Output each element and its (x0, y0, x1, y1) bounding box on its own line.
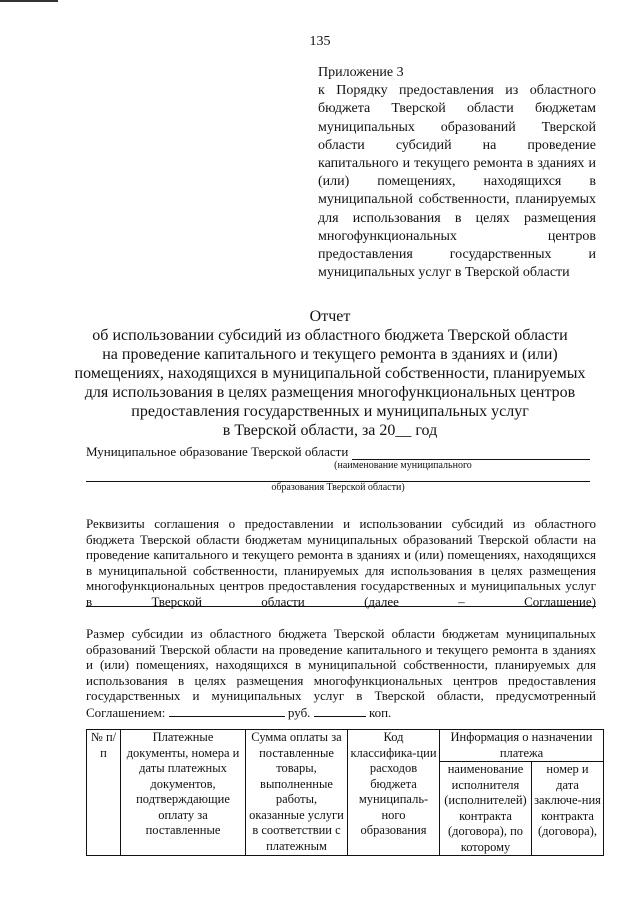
kop-input-line[interactable] (314, 704, 366, 717)
report-title-line: на проведение капитального и текущего ремонта в зданиях и (или) (102, 346, 558, 363)
page-number: 135 (309, 34, 331, 49)
rub-label: руб. (287, 704, 311, 720)
corner-mark (0, 0, 58, 6)
header-payment-amount: Сумма оплаты за поставленные товары, выполненные работы, оказанные услуги в соответствии с платежным (246, 730, 348, 856)
appendix-title: Приложение 3 (318, 65, 404, 80)
appendix-block (318, 64, 596, 282)
amount-prefix: Соглашением: (86, 704, 166, 720)
municipality-label: Муниципальное образование Тверской области (86, 444, 349, 459)
requisites-input-line[interactable] (86, 606, 596, 607)
header-number: № п/п (87, 730, 121, 856)
kop-label: коп. (368, 704, 392, 720)
report-heading (60, 307, 600, 440)
table-header-row (87, 730, 604, 762)
header-payment-docs: Платежные документы, номера и даты платежных документов, подтверждающие оплату за поставленные (121, 730, 246, 856)
report-title-line: об использовании субсидий из областного бюджета Тверской области (92, 327, 568, 344)
header-payment-info: Информация о назначении платежа (440, 730, 604, 762)
municipality-hint-1: (наименование муниципального (334, 460, 472, 471)
requisites-text: Реквизиты соглашения о предоставлении и использовании субсидий из областного бюджета Тверской области бюджетам муниципальных образований Тверской области на проведение капитального и текущего ремонта в зданиях и (или) помещениях, находящихся в муниципальной собственности, планируемых для использования в целях размещения многофункциональных центров предоставления государственных и муниципальных услуг в Тверской области (далее – Соглашение) (86, 516, 596, 609)
municipality-input-line-2[interactable] (86, 471, 590, 482)
header-contractor-name: наименование исполнителя (исполнителей) контракта (договора), по которому (440, 762, 532, 856)
municipality-block (86, 444, 590, 493)
report-title: Отчет (309, 308, 351, 325)
report-title-line: в Тверской области, за 20__ год (222, 422, 438, 439)
payments-table (86, 729, 604, 856)
amount-line (86, 704, 596, 721)
amount-text: Размер субсидии из областного бюджета Тверской области бюджетам муниципальных образований Тверской области на проведение капитального и текущего ремонта в зданиях и (или) помещениях, находящихся в муниципальной собственности, планируемых для использования в целях размещения многофункциональных центров предоставления государственных и муниципальных услуг в Тверской области, предусмотренный (86, 626, 596, 704)
appendix-last-line: муниципальных услуг в Тверской области (318, 265, 570, 281)
amount-paragraph (86, 626, 596, 721)
appendix-body: к Порядку предоставления из областного бюджета Тверской области бюджетам муниципальных образований Тверской области субсидий на проведение капитального и текущего ремонта в зданиях и (или) помещениях, находящихся в муниципальной собственности, планируемых для использования в целях размещения многофункциональных центров предоставления государственных и (318, 83, 596, 263)
report-title-line: предоставления государственных и муниципальных услуг (131, 403, 529, 420)
report-title-line: для использования в целях размещения многофункциональных центров (84, 384, 576, 401)
header-contract-number-date: номер и дата заключе-ния контракта (договора), (532, 762, 604, 856)
municipality-input-line[interactable] (352, 445, 590, 460)
municipality-hint-2: образования Тверской области) (271, 482, 405, 493)
requisites-paragraph (86, 516, 596, 610)
report-title-line: помещениях, находящихся в муниципальной собственности, планируемых (74, 365, 586, 382)
rub-input-line[interactable] (169, 704, 285, 717)
header-budget-code: Код классифика-ции расходов бюджета муниципаль-ного образования (348, 730, 440, 856)
